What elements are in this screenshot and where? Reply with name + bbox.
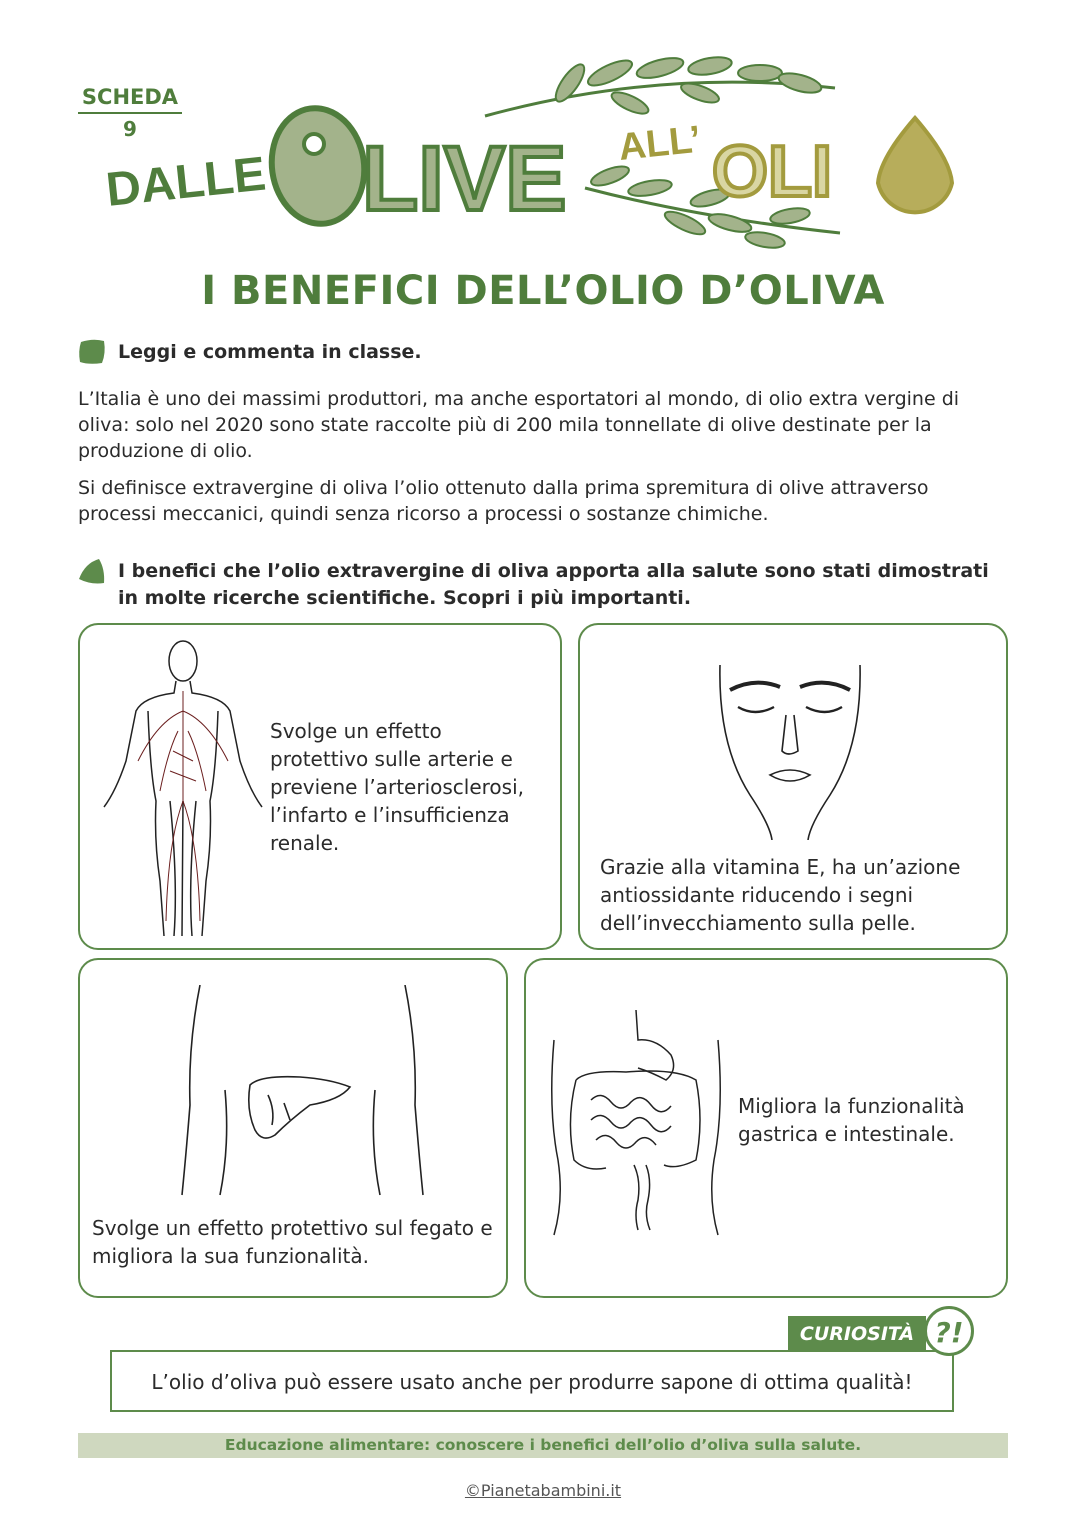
intestine-icon — [546, 1010, 726, 1240]
logo-dalle: DALLE — [103, 147, 269, 217]
worksheet-num: 9 — [123, 117, 137, 141]
logo-olive-letters: LIVE — [362, 128, 567, 230]
leaf-bullet-icon — [77, 338, 107, 366]
logo-olio-letters: OLI — [712, 132, 832, 212]
benefit-card-arteries — [78, 623, 562, 950]
benefit-text-arteries: Svolge un effetto protettivo sulle arterie e previene l’arteriosclerosi, l’infarto e l’insufficienza renale. — [270, 719, 525, 855]
benefit-text-liver: Svolge un effetto protettivo sul fegato e migliora la sua funzionalità. — [92, 1216, 493, 1268]
intro-paragraph-2: Si definisce extravergine di oliva l’olio ottenuto dalla prima spremitura di olive attraverso processi meccanici, quindi senza ricorso a processi o sostanze chimiche. — [78, 477, 929, 525]
credit-line — [0, 1481, 1086, 1500]
logo-all: ALL’ — [616, 118, 703, 169]
learning-objective-band: Educazione alimentare: conoscere i benefici dell’olio d’oliva sulla salute. — [78, 1433, 1008, 1458]
page-title: I BENEFICI DELL’OLIO D’OLIVA — [201, 268, 885, 314]
benefit-text-skin: Grazie alla vitamina E, ha un’azione antiossidante riducendo i segni dell’invecchiamento sulla pelle. — [600, 855, 961, 935]
circulatory-system-icon — [98, 631, 268, 946]
benefit-card-liver — [78, 958, 508, 1298]
instruction-read: Leggi e commenta in classe. — [118, 341, 422, 363]
logo-dalle-olive-allolio — [100, 48, 1000, 263]
benefit-card-skin — [578, 623, 1008, 950]
site-link[interactable]: ©Pianetabambini.it — [464, 1481, 622, 1500]
logo-olive — [264, 102, 566, 230]
liver-icon — [180, 985, 425, 1200]
oil-drop-icon — [878, 118, 952, 212]
leaf-bullet-icon — [77, 557, 107, 585]
curiosity-label: CURIOSITÀ — [788, 1316, 926, 1352]
benefit-text-digestion: Migliora la funzionalità gastrica e intestinale. — [738, 1094, 965, 1146]
instruction-benefits: I benefici che l’olio extravergine di oliva apporta alla salute sono stati dimostrati in molte ricerche scientifiche. Scopri i più importanti. — [118, 560, 989, 609]
worksheet-label: SCHEDA — [78, 84, 182, 114]
benefit-card-digestion — [524, 958, 1008, 1298]
question-exclamation-icon: ?! — [924, 1306, 974, 1356]
logo-olio — [712, 118, 952, 212]
olive-branch-top-icon — [485, 54, 835, 118]
face-icon — [710, 665, 870, 840]
intro-paragraph-1: L’Italia è uno dei massimi produttori, ma anche esportatori al mondo, di olio extra vergine di oliva: solo nel 2020 sono state raccolte più di 200 mila tonnellate di olive destinate per la produzione di olio. — [78, 388, 960, 462]
curiosity-box: L’olio d’oliva può essere usato anche per produrre sapone di ottima qualità! — [110, 1350, 954, 1412]
